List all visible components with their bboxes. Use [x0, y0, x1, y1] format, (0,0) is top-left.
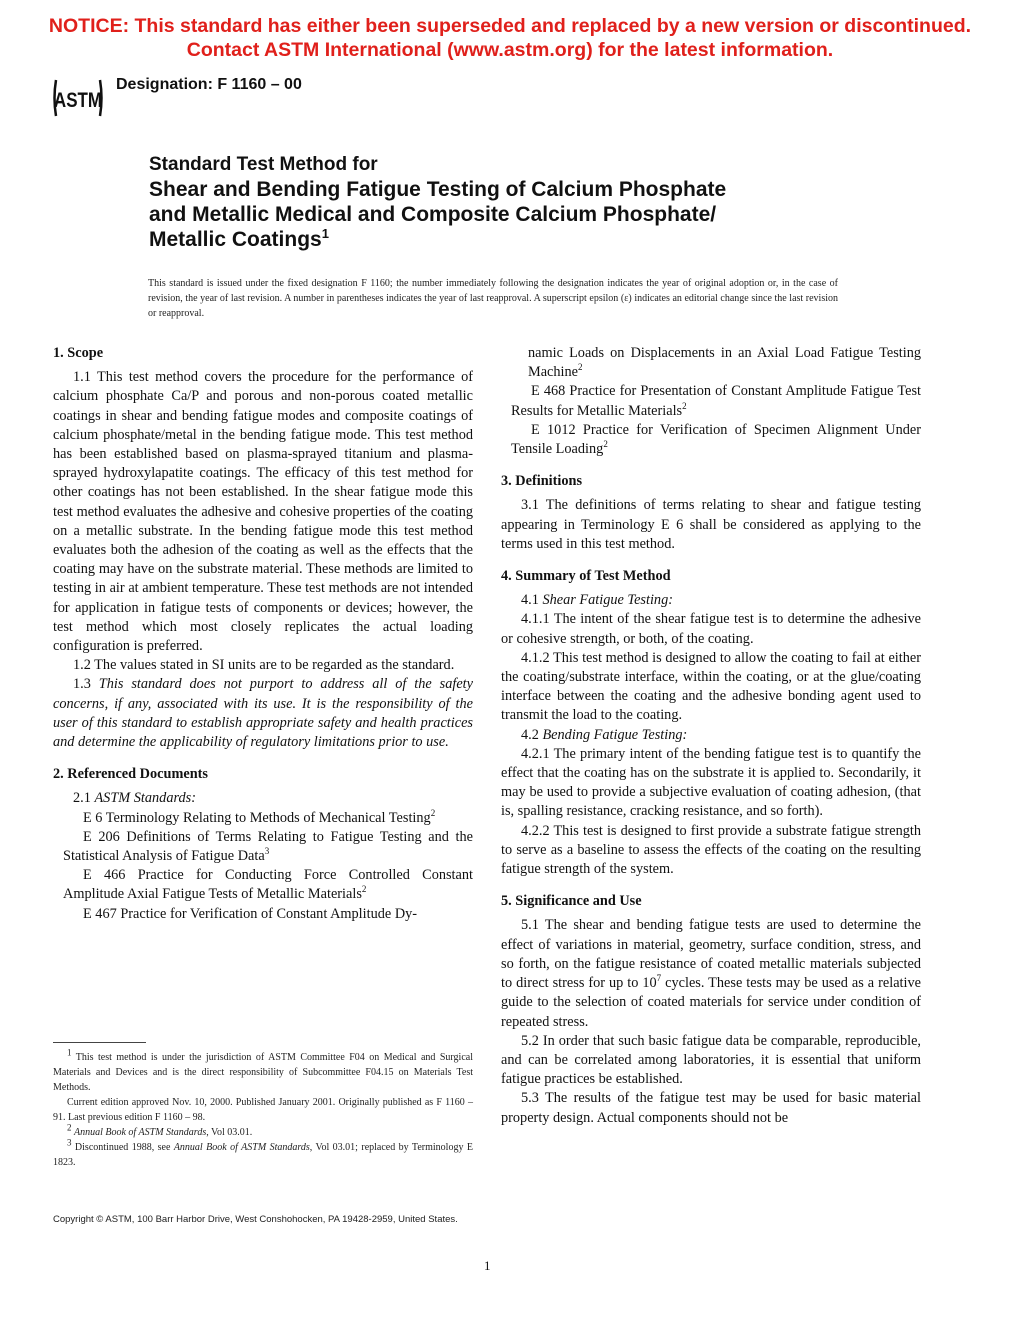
- copyright-line: Copyright © ASTM, 100 Barr Harbor Drive, West Conshohocken, PA 19428-2959, United States.: [53, 1214, 458, 1225]
- designation: Designation: F 1160 – 00: [116, 76, 302, 93]
- page-number: 1: [484, 1258, 491, 1273]
- title-line-3: Metallic Coatings$^1$: [149, 226, 329, 251]
- right-column: [501, 344, 921, 1141]
- ref-e468: E 468 Practice for Presentation of Constant Amplitude Fatigue Test Results for Metallic Materials$^2$: [511, 383, 921, 419]
- ref-e467-cont: namic Loads on Displacements in an Axial Load Fatigue Testing Machine$^2$: [528, 345, 921, 381]
- footnote-1-cont: Current edition approved Nov. 10, 2000. Published January 2001. Originally published as F 1160 – 91. Last previous edition F 1160 – 98.: [53, 1097, 473, 1123]
- para-1-1: 1.1 This test method covers the procedure for the performance of calcium phosphate Ca/P and porous and non-porous coated metallic coatings in shear and bending fatigue modes and composite coatings of calcium phosphate/metal in the bending fatigue mode. This test method has been established based on plasma-sprayed titanium and plasma-sprayed hydroxylapatite coatings. The efficacy of this test method for other coatings has not been established. In the shear fatigue mode this test method evaluates the adhesive and cohesive properties of the coating on a metallic substrate. In the bending fatigue mode this test method evaluates both the adhesion of the coating as well as the effects that the coating may have on the substrate material. These methods are limited to testing in air at ambient temperature. These test methods are not intended for application in fatigue tests of components or devices; however, the test method which most closely replicates the actual loading configuration is preferred.: [53, 369, 473, 655]
- document-title: [149, 153, 869, 252]
- para-5-1: 5.1 The shear and bending fatigue tests are used to determine the effect of variations in material, geometry, surface condition, stress, and so forth, on the fatigue resistance of coated metallic materials subjected to direct stress for up to $10^7$ cycles. These tests may be used as a relative guide to the selection of coated materials for service under condition of repeated stress.: [501, 917, 921, 1030]
- refdocs-heading: 2. Referenced Documents: [53, 766, 208, 783]
- ref-e6: E 6 Terminology Relating to Methods of Mechanical Testing$^2$: [83, 807, 436, 826]
- definitions-heading: 3. Definitions: [501, 473, 583, 490]
- notice-line-2: Contact ASTM International (www.astm.org) for the latest information.: [186, 39, 834, 61]
- footnote-2: $^2$ Annual Book of ASTM Standards, Vol 03.01.: [67, 1122, 253, 1138]
- section-significance: [501, 892, 921, 1127]
- issue-note: This standard is issued under the fixed designation F 1160; the number immediately following the designation indicates the year of original adoption or, in the case of revision, the year of last revision. A number in parentheses indicates the year of last reapproval. A superscript epsilon (ε) indicates an editorial change since the last revision or reapproval.: [148, 278, 838, 319]
- supersession-notice: [0, 14, 1020, 62]
- para-4-1-2: 4.1.2 This test method is designed to allow the coating to fail at either the coating/substrate interface, within the coating, or at the glue/coating interface between the coating and the adhesive bonding agent used to transmit the load to the coating.: [501, 649, 921, 724]
- ref-e1012: E 1012 Practice for Verification of Specimen Alignment Under Tensile Loading$^2$: [511, 421, 921, 458]
- significance-heading: 5. Significance and Use: [501, 893, 642, 910]
- para-4-1: 4.1 Shear Fatigue Testing:: [521, 592, 673, 609]
- footnotes: [53, 1047, 473, 1170]
- ref-e466: E 466 Practice for Conducting Force Controlled Constant Amplitude Axial Fatigue Tests of Metallic Materials$^2$: [63, 867, 473, 903]
- section-definitions: [501, 472, 921, 554]
- footnote-3: $^3$ Discontinued 1988, see Annual Book of ASTM Standards, Vol 03.01; replaced by Terminology E 1823.: [53, 1137, 473, 1168]
- summary-heading: 4. Summary of Test Method: [501, 568, 671, 585]
- para-4-1-1: 4.1.1 The intent of the shear fatigue test is to determine the adhesive or cohesive strength, or both, of the coating.: [501, 611, 921, 647]
- scope-heading: 1. Scope: [53, 345, 104, 361]
- ref-e467: E 467 Practice for Verification of Constant Amplitude Dy-: [83, 905, 418, 922]
- section-summary: [501, 567, 921, 879]
- para-4-2: 4.2 Bending Fatigue Testing:: [521, 726, 688, 743]
- para-5-3: 5.3 The results of the fatigue test may be used for basic material property design. Actual components should not be: [501, 1090, 921, 1126]
- para-4-2-1: 4.2.1 The primary intent of the bending fatigue test is to quantify the effect that the coating has on the substrate it is applied to. Secondarily, it may be used to provide a subjective evaluation of coating adhesion, (that is, spalling resistance, cracking resistance, and so forth).: [501, 745, 921, 820]
- section-referenced-documents-cont: [501, 344, 921, 459]
- title-prefix: Standard Test Method for: [149, 154, 378, 175]
- para-2-1: 2.1 ASTM Standards:: [73, 790, 196, 807]
- section-referenced-documents: [53, 765, 473, 924]
- title-footnote-mark: 1: [321, 226, 329, 241]
- footnote-1: $^1$ This test method is under the jurisdiction of ASTM Committee F04 on Medical and Surgical Materials and Devices and is the direct responsibility of Subcommittee F04.15 on Materials Test Methods.: [53, 1047, 473, 1093]
- para-1-2: 1.2 The values stated in SI units are to be regarded as the standard.: [73, 657, 455, 674]
- para-1-3: 1.3 This standard does not purport to address all of the safety concerns, if any, associated with its use. It is the responsibility of the user of this standard to establish appropriate safety and health practices and determine the applicability of regulatory limitations prior to use.: [53, 676, 473, 751]
- ref-e206: E 206 Definitions of Terms Relating to Fatigue Testing and the Statistical Analysis of Fatigue Data$^3$: [63, 828, 473, 865]
- title-line-2: and Metallic Medical and Composite Calcium Phosphate/: [149, 203, 717, 226]
- section-scope: [53, 344, 473, 752]
- para-4-2-2: 4.2.2 This test is designed to first provide a substrate fatigue strength to serve as a baseline to assess the effects of the coating on the resulting fatigue strength of the system.: [501, 822, 921, 878]
- astm-logo: [52, 76, 104, 120]
- notice-line-1: NOTICE: This standard has either been superseded and replaced by a new version or discontinued.: [48, 15, 972, 37]
- logo-text: ASTM: [53, 89, 103, 113]
- para-5-2: 5.2 In order that such basic fatigue data be comparable, reproducible, and can be correlated among laboratories, it is essential that uniform fatigue practices be established.: [501, 1032, 921, 1088]
- footnote-divider: [53, 1042, 146, 1043]
- title-line-1: Shear and Bending Fatigue Testing of Calcium Phosphate: [149, 178, 727, 201]
- para-3-1: 3.1 The definitions of terms relating to shear and fatigue testing appearing in Terminology E 6 shall be considered as applying to the terms used in this test method.: [501, 497, 921, 552]
- left-column: [53, 344, 473, 937]
